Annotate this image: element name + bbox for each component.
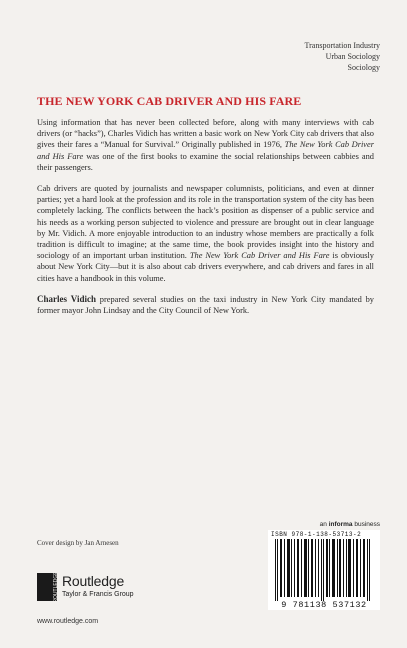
publisher-name: Routledge bbox=[62, 573, 125, 589]
subject-line: Transportation Industry bbox=[304, 41, 380, 50]
blurb bbox=[37, 117, 374, 326]
subject-line: Sociology bbox=[347, 63, 380, 72]
book-title: THE NEW YORK CAB DRIVER AND HIS FARE bbox=[37, 94, 302, 108]
routledge-mark-icon bbox=[37, 573, 57, 601]
author-bio: Charles Vidich prepared several studies on the taxi industry in New York City mandated by former mayor John Lindsay and the City Council of New York. bbox=[37, 293, 374, 316]
informa-business-tag: an informa business bbox=[319, 521, 380, 528]
publisher-url: www.routledge.com bbox=[37, 618, 99, 625]
blurb-paragraph-1: Using information that has never been collected before, along with many interviews with cab drivers (or “hacks”), Charles Vidich has written a basic work on New York City cab drivers that also gives their fares a “Manual for Survival.” Originally published in 1976, The New York Cab Driver and His Fare was one of the first books to examine the social relationships between cabbies and their passengers. bbox=[37, 118, 375, 172]
barcode-icon bbox=[271, 539, 377, 599]
book-title-italic: The New York Cab Driver and His Fare bbox=[37, 140, 375, 161]
subject-categories bbox=[305, 40, 380, 73]
publisher-group: Taylor & Francis Group bbox=[62, 591, 134, 598]
svg-text:ROUTLEDGE: ROUTLEDGE bbox=[53, 571, 59, 603]
isbn-label: ISBN 978-1-138-53713-2 bbox=[271, 531, 362, 538]
blurb-paragraph-2: Cab drivers are quoted by journalists and newspaper columnists, politicians, and even at dinner parties; yet a hard look at the profession and its role in the transportation system of the city has been completely lacking. The conflicts between the hack’s position as dispenser of a public service and his needs as a working person subjected to violence and pressure are brought out in clear language by Mr. Vidich. A more enjoyable introduction to an industry whose members are practically a folk tradition is difficult to imagine; at the same time, the book provides insight into the history and sociology of an important urban institution. The New York Cab Driver and His Fare is obviously about New York City—but it is also about cab drivers everywhere, and cab drivers and fares in all cities have a handbook in this volume. bbox=[37, 184, 374, 283]
book-title-italic: The New York Cab Driver and His Fare bbox=[189, 251, 330, 261]
author-name: Charles Vidich bbox=[37, 293, 96, 304]
cover-design-credit: Cover design by Jan Arnesen bbox=[37, 539, 119, 547]
subject-line: Urban Sociology bbox=[325, 52, 380, 61]
routledge-logo bbox=[37, 573, 187, 613]
isbn-barcode bbox=[268, 530, 380, 610]
barcode-digits: 9 781138 537132 bbox=[281, 600, 367, 610]
